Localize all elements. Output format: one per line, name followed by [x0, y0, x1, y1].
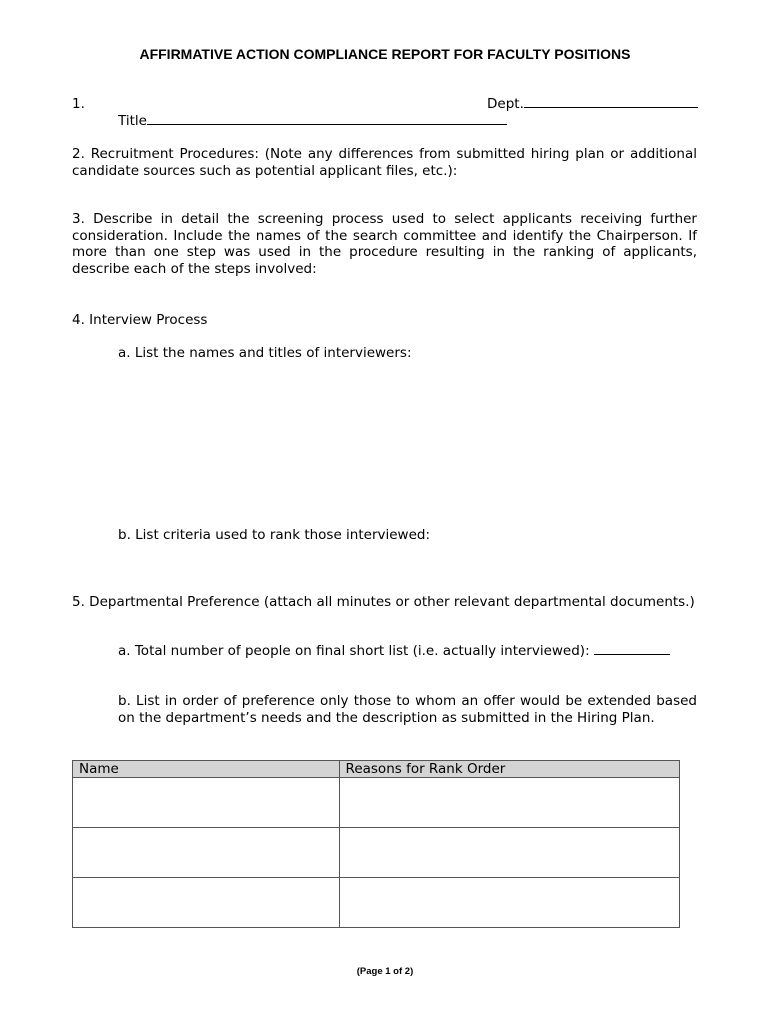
- dept-label: Dept.: [487, 96, 524, 112]
- page-title: AFFIRMATIVE ACTION COMPLIANCE REPORT FOR FACULTY POSITIONS: [139, 46, 631, 62]
- item1-number: 1.: [72, 96, 85, 112]
- item5a-label: a. Total number of people on final short list (i.e. actually interviewed):: [118, 643, 590, 659]
- table-row: [73, 878, 680, 928]
- item4-heading: 4. Interview Process: [72, 312, 208, 328]
- item4b-criteria: b. List criteria used to rank those interviewed:: [118, 527, 431, 543]
- reasons-cell[interactable]: [339, 778, 679, 828]
- reasons-cell[interactable]: [339, 828, 679, 878]
- item5b-preference-list: b. List in order of preference only those to whom an offer would be extended based on the department’s needs and the description as submitted in the Hiring Plan.: [118, 693, 697, 726]
- item4a-interviewers: a. List the names and titles of interviewers:: [118, 345, 412, 361]
- short-list-count-blank[interactable]: [594, 653, 670, 655]
- title-label: Title: [118, 113, 147, 129]
- item3-screening-process: 3. Describe in detail the screening process used to select applicants receiving further consideration. Include the names of the search committee and identify the Chairperson. If more than one step was used in the procedure resulting in the ranking of applicants, describe each of the steps involved:: [72, 211, 697, 278]
- rank-order-table: [72, 760, 680, 928]
- item5-departmental-preference: 5. Departmental Preference (attach all minutes or other relevant departmental documents.): [72, 594, 695, 610]
- dept-blank[interactable]: [524, 106, 698, 108]
- reasons-cell[interactable]: [339, 878, 679, 928]
- dept-field[interactable]: [487, 96, 698, 112]
- item2-recruitment-procedures: 2. Recruitment Procedures: (Note any differences from submitted hiring plan or additional candidate sources such as potential applicant files, etc.):: [72, 146, 697, 179]
- name-cell[interactable]: [73, 878, 340, 928]
- column-header-reasons: Reasons for Rank Order: [339, 761, 679, 778]
- table-row: [73, 778, 680, 828]
- title-field[interactable]: [118, 113, 507, 129]
- title-blank[interactable]: [147, 123, 507, 125]
- table-row: [73, 828, 680, 878]
- page-number-footer: (Page 1 of 2): [356, 966, 414, 977]
- table-header-row: [73, 761, 680, 778]
- name-cell[interactable]: [73, 828, 340, 878]
- column-header-name: Name: [73, 761, 340, 778]
- item5a-short-list: [118, 643, 670, 659]
- name-cell[interactable]: [73, 778, 340, 828]
